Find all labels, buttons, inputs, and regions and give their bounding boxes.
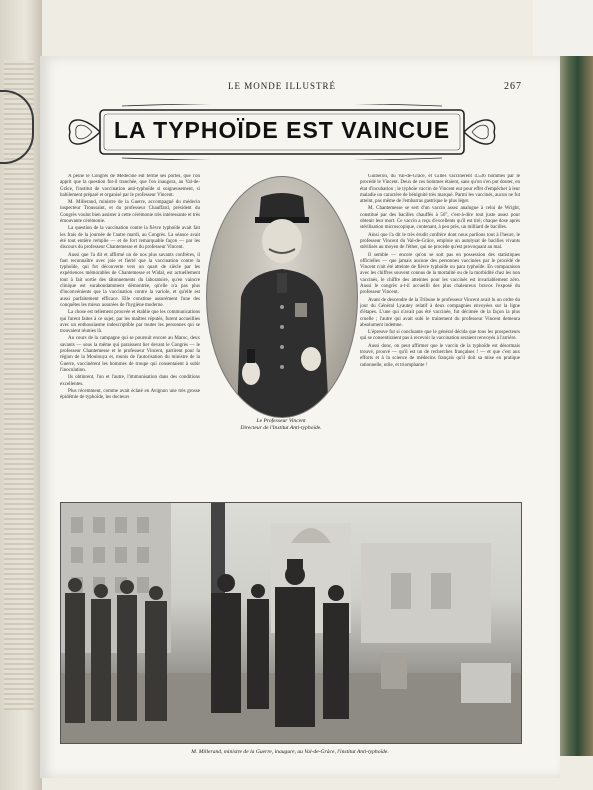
adjacent-page-edge	[0, 0, 42, 790]
text-column-left	[60, 174, 200, 496]
photo-scene	[61, 503, 521, 743]
paragraph: L'épreuve fut si concluante que le général décida que tous les prospecteurs qui se consentiraient pas à recevoir la vaccination seraient renvoyés à l'arrière.	[360, 330, 520, 342]
portrait-figure	[207, 177, 357, 417]
paragraph: Guiberon, du Val-de-Grâce, et Gilles vaccinèrent 4.536 hommes par le procédé le Vincent. Deux de ces hommes étaient, sans qu'on s'en put douter, en état d'incubation ; le typhoïe vaccin de Vincent eut pour effet d'empêcher à leur maladie un caractère de bénignité très marqué. Parmi les vaccinés, aucun ne fut atteint, pas même de l'embarras gastrique le plus léger.	[360, 174, 520, 205]
title-banner	[62, 104, 502, 160]
paragraph: M. Millerand, ministre de la Guerre, accompagné du médecin inspecteur Troussaint, et du professeur Chauffard, président du Congrès voulut bien assister à cette cérémonie très intéressante et très émouvante cérémonie.	[60, 200, 200, 225]
paragraph: A peine le Congrès de Médecine eut fermé ses portes, que l'on apprit que la question fut-il tranchée, que l'on inaugura, au Val-de-Grâce, l'institut de vaccination anti-typhoïde si soigneusement, si habilement préparé et organisé par le professeur Vincent.	[60, 174, 200, 198]
book-spine	[555, 56, 593, 756]
photo-caption: M. Millerand, ministre de la Guerre, inaugure, au Val-de-Grâce, l'institut Anti-typhoïde.	[191, 749, 389, 755]
paragraph: Au cours de la campagne qui se poursuit encore au Maroc, deux savants — sous la même qui paraissent lier devant le Congrès — le professeur Chantemesse et le professeur Vincent, partirent pour la région de la Moulouya et, munis de l'autorisation du ministre de la Guerre, vaccinèrent les hommes de troupe qui consentaient à subir l'inoculation.	[60, 336, 200, 373]
paragraph: Plus récemment, comme avait éclaté en Avignon une très grosse épidémie de typhoïde, les docteurs	[60, 388, 200, 401]
portrait-caption	[196, 418, 366, 432]
text-column-right	[360, 174, 520, 496]
paragraph: Avant de descendre de la Tribune le professeur Vincent avait lu un ordre du jour du Général Lyautey relatif à deux compagnies envoyées sur la ligne d'étapes. L'une qui n'avait pas été vaccinée, fut décimée de la façon la plus cruelle ; l'autre qui avait subi le traitement du professeur Vincent demeura absolument indemne.	[360, 297, 520, 328]
paragraph: Aussi donc, on peut affirmer que le vaccin de la typhoïde est désormais trouvé, prouvé — qu'il est un de recherches françaises ! — et que c'est aux efforts et à la science de médecins français qu'il doit sa mise en pratique rationnelle, utile, et triomphante !	[360, 343, 520, 368]
page-number: 267	[504, 81, 522, 92]
paragraph: M. Chantemesse se sert d'un vaccin assez analogue à celui de Wright, constitué par des bacilles chauffés à 56°, c'est-à-dire tout juste assez pour obtenir leur mort. Ce vaccin a reçu d'excellents qu'il est tiré; chaque dose après stérilisation microscopique, contenant, à peu près, un milliard de bacilles.	[360, 206, 520, 231]
portrait-caption-name: Le Professeur Vincent	[256, 418, 306, 424]
portrait-photo	[206, 176, 358, 418]
portrait-frame	[206, 176, 356, 416]
magazine-page	[40, 56, 560, 778]
article-title: LA TYPHOÏDE EST VAINCUE	[113, 117, 451, 143]
magazine-title: LE MONDE ILLUSTRÉ	[228, 81, 336, 91]
paragraph: Il semble — encore qu'on se soit pas en possession des statistiques officielles — que jamais aucune des personnes vaccinées par le procédé de Vincent n'ait été atteinte de fièvre typhoïde ou para typhoïde. En comparaison avec les chiffres souvent connus de la mortalité ou de la morbidité chez les non vaccinés, le chiffre des atteintes pour les vaccinés est invariablement zéro. Aussi le congrès a-t-il accueilli des plus chaleureux bravos l'exposé du professeur Vincent.	[360, 252, 520, 296]
paragraph: La question de la vaccination contre la fièvre typhoïde avait fait les frais de la journée de l'autre mardi, au Congrès. La séance avait été tout entière remplie — et de fort remarquable façon — par les discours du professeur Chantemesse et du professeur Vincent.	[60, 226, 200, 251]
portrait-caption-title: Directeur de l'Institut Anti-typhoïde.	[240, 425, 322, 431]
paragraph: La chose est tellement prouvée et établie que les communications qui furent faites à ce sujet, par les maîtres réputés, furent accueillies avec un enthousiasme indescriptible par toutes les personnes qui se trouvaient réunies là.	[60, 310, 200, 335]
paragraph: Ainsi que l'a dit le très érudit confrère dont nous parlions tout à l'heure, le professeur Vincent du Val-de-Grâce, emploie un autolysat de bacilles vivants stérilisés au moyen de l'éther, qui ne procède qu'est provoquant au mal.	[360, 232, 520, 251]
spine-top	[533, 0, 593, 56]
paragraph: Ils obtinrent, l'un et l'autre, l'immunisation dans des conditions excellentes.	[60, 375, 200, 387]
inauguration-photo	[60, 502, 522, 744]
running-head	[40, 81, 560, 95]
paragraph: Aussi que l'a dit et affirmé un de nos plus savants confrères, il faut reconnaître avec joie et fierté que la vaccination contre la typhoïde, qui fut découverte vers un quart de siècle par les expériences mémorables de Chantemesse et Widal, est actuellement tout à fait sortie des tâtonnements du laboratoire, qu'en vaincre clinique est surabondamment démontrée, qu'elle n'a pas plus d'inconvénients que la vaccination contre la variole, et qu'elle est aussi parfaitement efficace. Elle constitue assurément l'une des conquêtes les mieux assurées de l'hygiène moderne.	[60, 252, 200, 308]
